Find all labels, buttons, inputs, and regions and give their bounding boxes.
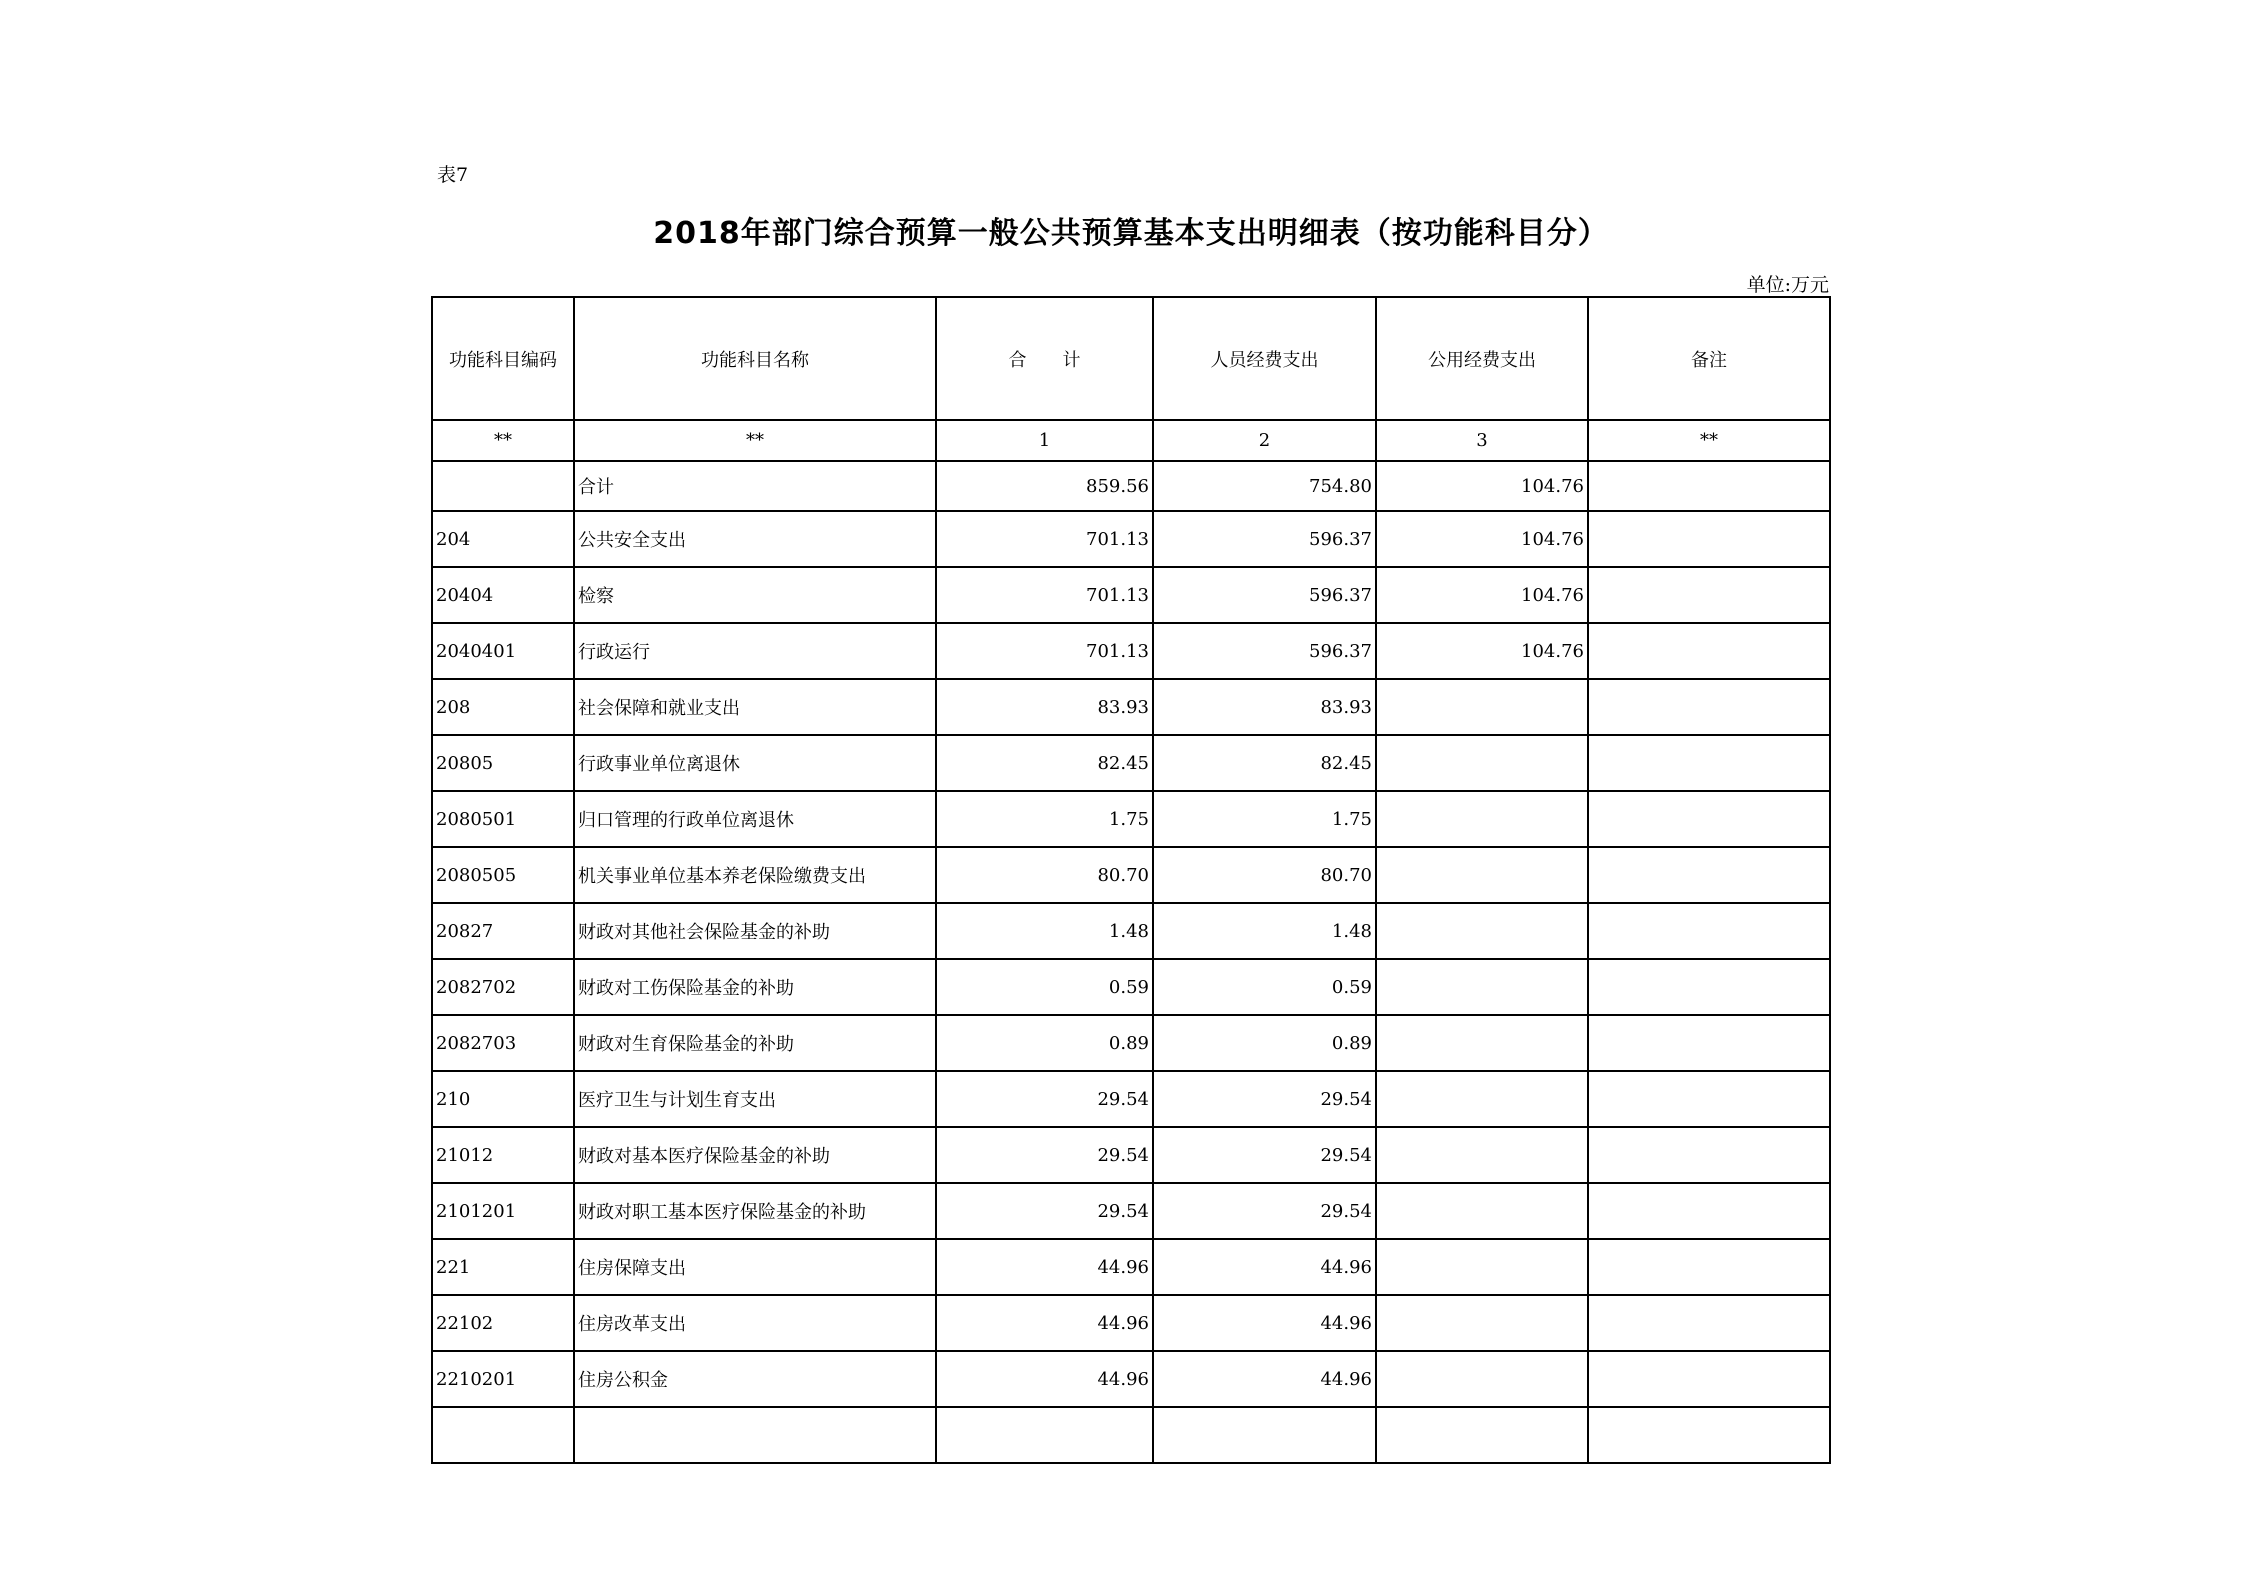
row-total: 29.54 [936, 1183, 1153, 1239]
row-total: 701.13 [936, 567, 1153, 623]
blank-cell [1153, 1407, 1376, 1463]
header-name: 功能科目名称 [574, 297, 936, 420]
index-cell: ** [574, 420, 936, 461]
row-name: 检察 [574, 567, 936, 623]
row-name: 医疗卫生与计划生育支出 [574, 1071, 936, 1127]
row-name: 住房公积金 [574, 1351, 936, 1407]
index-cell: 2 [1153, 420, 1376, 461]
row-note [1588, 735, 1830, 791]
blank-cell [936, 1407, 1153, 1463]
total-note [1588, 461, 1830, 511]
unit-label: 单位:万元 [1746, 274, 1829, 296]
row-code: 2082703 [432, 1015, 574, 1071]
row-personnel: 44.96 [1153, 1295, 1376, 1351]
row-public [1376, 735, 1588, 791]
row-total: 1.75 [936, 791, 1153, 847]
header-personnel: 人员经费支出 [1153, 297, 1376, 420]
row-personnel: 0.89 [1153, 1015, 1376, 1071]
row-total: 80.70 [936, 847, 1153, 903]
total-personnel: 754.80 [1153, 461, 1376, 511]
blank-cell [432, 1407, 574, 1463]
row-personnel: 29.54 [1153, 1183, 1376, 1239]
row-personnel: 596.37 [1153, 623, 1376, 679]
row-public [1376, 1295, 1588, 1351]
row-name: 住房改革支出 [574, 1295, 936, 1351]
total-row [432, 461, 1830, 511]
index-cell: 3 [1376, 420, 1588, 461]
row-total: 44.96 [936, 1351, 1153, 1407]
row-code: 22102 [432, 1295, 574, 1351]
row-name: 住房保障支出 [574, 1239, 936, 1295]
row-name: 财政对工伤保险基金的补助 [574, 959, 936, 1015]
row-name: 财政对职工基本医疗保险基金的补助 [574, 1183, 936, 1239]
table-number: 表7 [437, 164, 469, 186]
index-row [432, 420, 1830, 461]
row-note [1588, 1071, 1830, 1127]
row-note [1588, 791, 1830, 847]
row-name: 归口管理的行政单位离退休 [574, 791, 936, 847]
total-public: 104.76 [1376, 461, 1588, 511]
row-code: 204 [432, 511, 574, 567]
table-row [432, 1239, 1830, 1295]
row-name: 财政对其他社会保险基金的补助 [574, 903, 936, 959]
row-personnel: 82.45 [1153, 735, 1376, 791]
row-public [1376, 1127, 1588, 1183]
row-personnel: 29.54 [1153, 1071, 1376, 1127]
row-personnel: 1.48 [1153, 903, 1376, 959]
row-total: 701.13 [936, 511, 1153, 567]
row-name: 机关事业单位基本养老保险缴费支出 [574, 847, 936, 903]
blank-row [432, 1407, 1830, 1463]
row-name: 行政事业单位离退休 [574, 735, 936, 791]
row-code: 221 [432, 1239, 574, 1295]
row-code: 208 [432, 679, 574, 735]
row-total: 701.13 [936, 623, 1153, 679]
row-total: 1.48 [936, 903, 1153, 959]
header-total: 合 计 [936, 297, 1153, 420]
row-public: 104.76 [1376, 567, 1588, 623]
table-row [432, 1183, 1830, 1239]
row-note [1588, 847, 1830, 903]
row-total: 0.59 [936, 959, 1153, 1015]
row-total: 82.45 [936, 735, 1153, 791]
row-personnel: 1.75 [1153, 791, 1376, 847]
header-public: 公用经费支出 [1376, 297, 1588, 420]
table-row [432, 511, 1830, 567]
row-personnel: 596.37 [1153, 567, 1376, 623]
row-code: 2082702 [432, 959, 574, 1015]
row-note [1588, 903, 1830, 959]
row-public [1376, 1351, 1588, 1407]
row-note [1588, 1015, 1830, 1071]
row-personnel: 44.96 [1153, 1351, 1376, 1407]
row-name: 社会保障和就业支出 [574, 679, 936, 735]
row-public: 104.76 [1376, 511, 1588, 567]
row-code: 2080505 [432, 847, 574, 903]
table-row [432, 623, 1830, 679]
row-personnel: 83.93 [1153, 679, 1376, 735]
row-total: 29.54 [936, 1127, 1153, 1183]
row-total: 44.96 [936, 1239, 1153, 1295]
table-row [432, 1351, 1830, 1407]
row-name: 财政对生育保险基金的补助 [574, 1015, 936, 1071]
header-row [432, 297, 1830, 420]
row-note [1588, 1295, 1830, 1351]
row-personnel: 29.54 [1153, 1127, 1376, 1183]
row-public [1376, 1071, 1588, 1127]
row-public: 104.76 [1376, 623, 1588, 679]
row-public [1376, 847, 1588, 903]
row-note [1588, 1127, 1830, 1183]
row-name: 行政运行 [574, 623, 936, 679]
row-personnel: 596.37 [1153, 511, 1376, 567]
row-public [1376, 1239, 1588, 1295]
table-row [432, 791, 1830, 847]
index-cell: 1 [936, 420, 1153, 461]
row-note [1588, 511, 1830, 567]
header-note: 备注 [1588, 297, 1830, 420]
row-note [1588, 679, 1830, 735]
blank-cell [1376, 1407, 1588, 1463]
row-note [1588, 1239, 1830, 1295]
row-code: 21012 [432, 1127, 574, 1183]
row-personnel: 80.70 [1153, 847, 1376, 903]
row-note [1588, 623, 1830, 679]
page-title: 2018年部门综合预算一般公共预算基本支出明细表（按功能科目分） [653, 216, 1609, 251]
total-total: 859.56 [936, 461, 1153, 511]
row-public [1376, 959, 1588, 1015]
index-cell: ** [1588, 420, 1830, 461]
row-code: 20827 [432, 903, 574, 959]
table-row [432, 567, 1830, 623]
row-note [1588, 567, 1830, 623]
row-public [1376, 1183, 1588, 1239]
row-code: 210 [432, 1071, 574, 1127]
row-code: 2080501 [432, 791, 574, 847]
row-personnel: 44.96 [1153, 1239, 1376, 1295]
row-note [1588, 1183, 1830, 1239]
row-code: 2040401 [432, 623, 574, 679]
blank-cell [574, 1407, 936, 1463]
table-row [432, 1295, 1830, 1351]
row-total: 0.89 [936, 1015, 1153, 1071]
table-row [432, 847, 1830, 903]
table-row [432, 1071, 1830, 1127]
table-row [432, 959, 1830, 1015]
table-row [432, 1015, 1830, 1071]
row-code: 2101201 [432, 1183, 574, 1239]
row-total: 83.93 [936, 679, 1153, 735]
total-name: 合计 [574, 461, 936, 511]
table-row [432, 735, 1830, 791]
row-name: 财政对基本医疗保险基金的补助 [574, 1127, 936, 1183]
row-personnel: 0.59 [1153, 959, 1376, 1015]
row-public [1376, 903, 1588, 959]
row-code: 20805 [432, 735, 574, 791]
row-note [1588, 1351, 1830, 1407]
row-public [1376, 679, 1588, 735]
index-cell: ** [432, 420, 574, 461]
row-note [1588, 959, 1830, 1015]
row-total: 29.54 [936, 1071, 1153, 1127]
row-total: 44.96 [936, 1295, 1153, 1351]
blank-cell [1588, 1407, 1830, 1463]
row-code: 2210201 [432, 1351, 574, 1407]
table-row [432, 903, 1830, 959]
total-code [432, 461, 574, 511]
table-row [432, 1127, 1830, 1183]
row-public [1376, 791, 1588, 847]
row-code: 20404 [432, 567, 574, 623]
header-code: 功能科目编码 [432, 297, 574, 420]
row-public [1376, 1015, 1588, 1071]
table-row [432, 679, 1830, 735]
row-name: 公共安全支出 [574, 511, 936, 567]
budget-table [431, 296, 1831, 1464]
budget-table-body [432, 297, 1830, 1463]
